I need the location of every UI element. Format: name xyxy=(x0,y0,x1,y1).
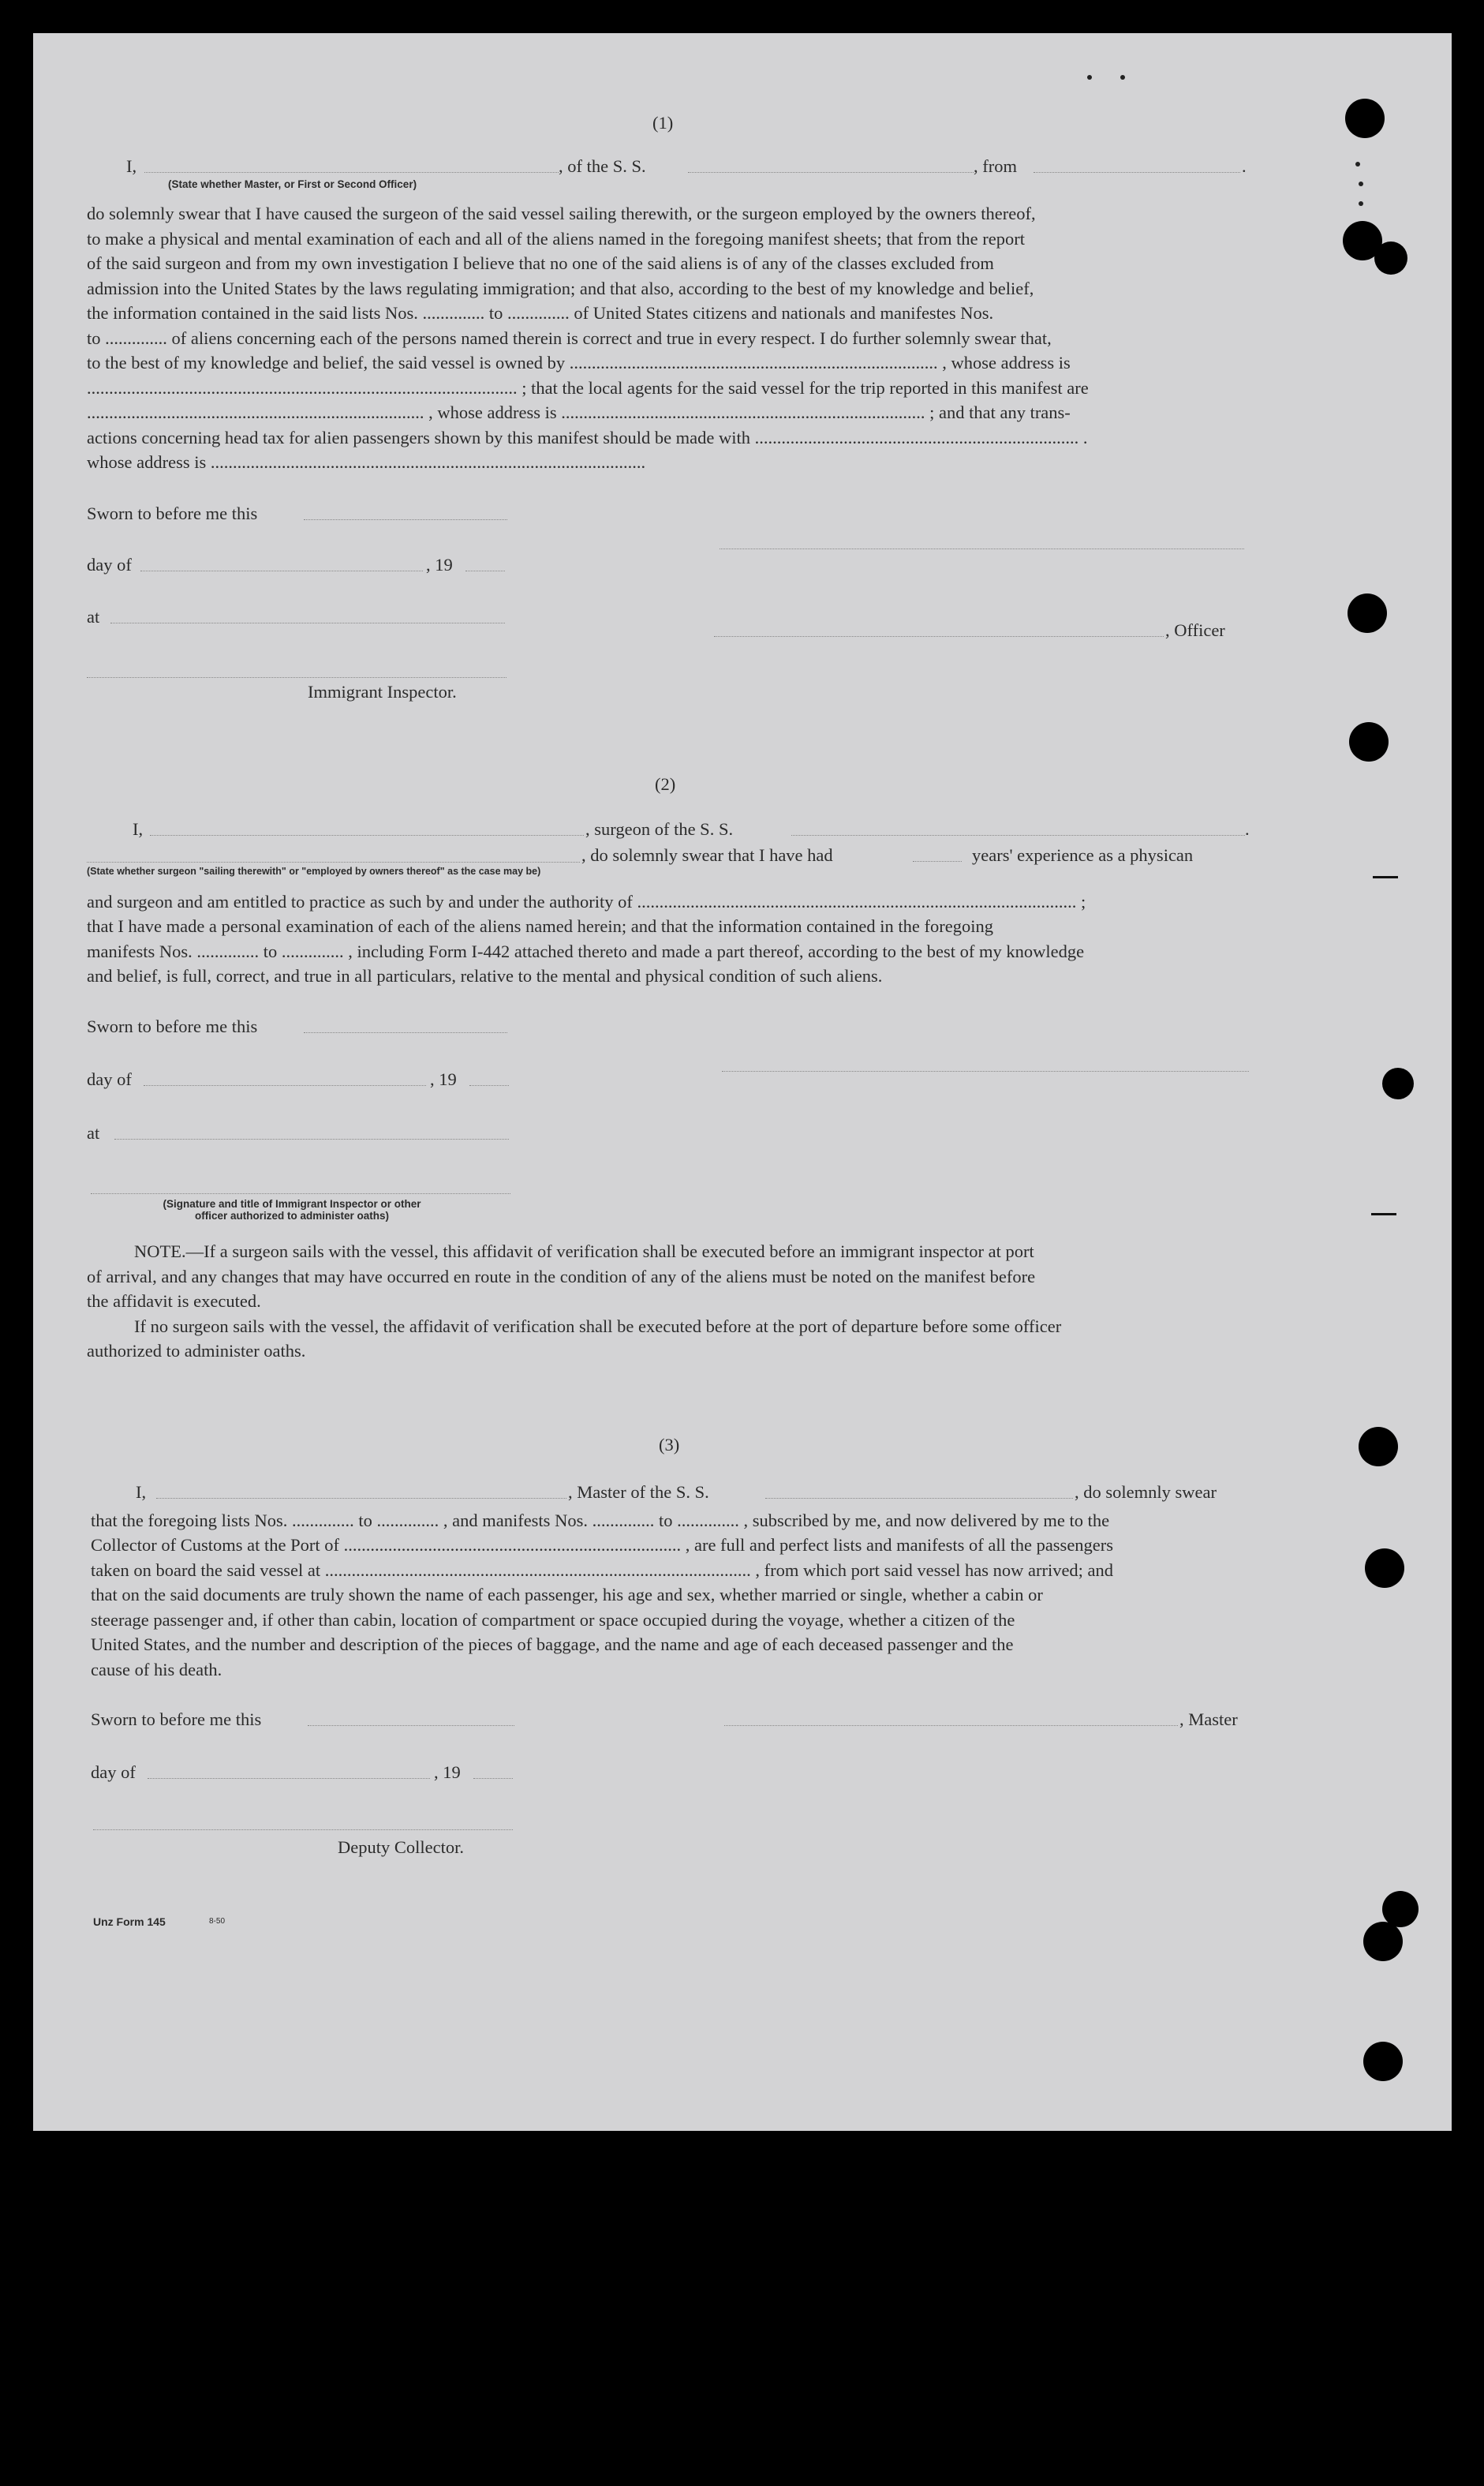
vessel-label: , of the S. S. xyxy=(559,156,646,176)
year-label: , 19 xyxy=(430,1069,457,1089)
edge-mark xyxy=(1120,75,1125,80)
edge-mark xyxy=(1359,182,1363,186)
signature-line xyxy=(87,677,507,678)
signature-line xyxy=(724,1725,1178,1726)
field-note: (State whether surgeon "sailing therewith" or "employed by owners thereof" as the case may be) xyxy=(87,866,541,877)
blank-field xyxy=(688,172,974,173)
blank-field xyxy=(473,1778,513,1779)
at-label: at xyxy=(87,607,100,627)
swear-label: , do solemnly swear xyxy=(1075,1482,1217,1502)
oath-line: whose address is .................................................................................................. xyxy=(87,452,646,472)
blank-field xyxy=(144,1085,426,1086)
surgeon-of-label: , surgeon of the S. S. xyxy=(585,819,734,839)
oath-line: to the best of my knowledge and belief, the said vessel is owned by ................................................................................... , whose address is xyxy=(87,353,1071,373)
form-number: Unz Form 145 xyxy=(93,1915,166,1928)
oath-line: cause of his death. xyxy=(91,1660,222,1679)
oath-opening: I, xyxy=(126,156,137,176)
signature-line xyxy=(714,636,1164,637)
from-label: , from xyxy=(974,156,1017,176)
oath-opening: I, xyxy=(136,1482,147,1502)
form-code: 8-50 xyxy=(209,1917,226,1926)
oath-line: manifests Nos. .............. to .............. , including Form I-442 attached thereto and made a part thereof, according to the best of my knowledge xyxy=(87,942,1085,961)
binder-hole xyxy=(1363,2042,1403,2081)
section-number: (3) xyxy=(659,1435,680,1455)
edge-mark xyxy=(1371,1213,1396,1215)
note-line: authorized to administer oaths. xyxy=(87,1341,306,1361)
blank-field xyxy=(144,172,559,173)
day-of-label: day of xyxy=(91,1762,136,1782)
oath-line: to make a physical and mental examination of each and all of the aliens named in the foregoing manifest sheets; that from the report xyxy=(87,229,1025,249)
blank-field xyxy=(765,1498,1073,1499)
signature-note xyxy=(95,1198,489,1222)
years-label: years' experience as a physican xyxy=(972,845,1194,865)
oath-line: do solemnly swear that I have caused the surgeon of the said vessel sailing therewith, or the surgeon employed by the owners thereof, xyxy=(87,204,1036,223)
oath-line: that the foregoing lists Nos. .............. to .............. , and manifests Nos. .............. to .............. , subscribed by me, and now delivered by me to the xyxy=(91,1511,1110,1530)
signature-line xyxy=(91,1193,510,1194)
blank-field xyxy=(1034,172,1240,173)
binder-hole xyxy=(1382,1068,1414,1099)
blank-field xyxy=(469,1085,509,1086)
officer-label: , Officer xyxy=(1165,620,1225,640)
note-line: of arrival, and any changes that may have occurred en route in the condition of any of the aliens must be noted on the manifest before xyxy=(87,1267,1036,1286)
binder-hole xyxy=(1349,722,1389,762)
edge-mark xyxy=(1373,876,1398,878)
edge-mark xyxy=(1359,201,1363,206)
blank-field xyxy=(156,1498,566,1499)
oath-line: the information contained in the said lists Nos. .............. to .............. of United States citizens and nationals and manifestes Nos. xyxy=(87,303,994,323)
blank-field xyxy=(114,1139,509,1140)
section-number: (2) xyxy=(655,774,676,794)
day-of-label: day of xyxy=(87,1069,132,1089)
blank-field xyxy=(150,835,584,836)
sworn-label: Sworn to before me this xyxy=(87,504,258,523)
note-line: NOTE.—If a surgeon sails with the vessel, this affidavit of verification shall be executed before an immigrant inspector at port xyxy=(134,1241,1034,1261)
blank-field xyxy=(913,861,962,862)
blank-field xyxy=(148,1778,430,1779)
surgeon-end: . xyxy=(1245,819,1250,839)
oath-line: that I have made a personal examination of each of the aliens named herein; and that the information contained in the foregoing xyxy=(87,916,993,936)
blank-field xyxy=(791,835,1245,836)
binder-hole xyxy=(1365,1548,1404,1588)
year-label: , 19 xyxy=(434,1762,461,1782)
sworn-label: Sworn to before me this xyxy=(91,1709,262,1729)
oath-line: and surgeon and am entitled to practice as such by and under the authority of ................................................................................................... ; xyxy=(87,892,1086,912)
note-line: If no surgeon sails with the vessel, the affidavit of verification shall be executed before at the port of departure before some officer xyxy=(134,1316,1062,1336)
blank-field xyxy=(87,862,580,863)
oath-line: steerage passenger and, if other than cabin, location of compartment or space occupied during the voyage, whether a citizen of the xyxy=(91,1610,1015,1630)
blank-field xyxy=(304,1032,507,1033)
deputy-label: Deputy Collector. xyxy=(338,1837,464,1857)
oath-line: and belief, is full, correct, and true in all particulars, relative to the mental and physical condition of such aliens. xyxy=(87,966,883,986)
edge-mark xyxy=(1355,162,1360,167)
blank-field xyxy=(304,519,507,520)
binder-hole xyxy=(1348,593,1387,633)
binder-hole xyxy=(1363,1922,1403,1961)
oath-line: ................................................................................................. ; that the local agents for the said vessel for the trip reported in this manifest are xyxy=(87,378,1089,398)
signature-line xyxy=(93,1829,513,1830)
master-of-label: , Master of the S. S. xyxy=(568,1482,709,1502)
oath-opening: I, xyxy=(133,819,144,839)
at-label: at xyxy=(87,1123,100,1143)
signature-note-line: (Signature and title of Immigrant Inspector or other xyxy=(163,1198,421,1210)
sworn-label: Sworn to before me this xyxy=(87,1016,258,1036)
oath-line: United States, and the number and description of the pieces of baggage, and the name and age of each deceased passenger and the xyxy=(91,1634,1014,1654)
from-end: . xyxy=(1242,156,1247,176)
binder-hole xyxy=(1374,241,1407,275)
oath-line: to .............. of aliens concerning each of the persons named therein is correct and true in every respect. I do further solemnly swear that, xyxy=(87,328,1052,348)
field-note: (State whether Master, or First or Second Officer) xyxy=(168,178,417,190)
oath-line: that on the said documents are truly shown the name of each passenger, his age and sex, whether married or single, whether a cabin or xyxy=(91,1585,1043,1604)
swear-label: , do solemnly swear that I have had xyxy=(581,845,833,865)
edge-mark xyxy=(1087,75,1092,80)
oath-line: actions concerning head tax for alien passengers shown by this manifest should be made with ......................................................................... . xyxy=(87,428,1088,447)
oath-line: Collector of Customs at the Port of ............................................................................ , are full and perfect lists and manifests of all the passengers xyxy=(91,1535,1114,1555)
signature-line xyxy=(722,1071,1249,1072)
blank-field xyxy=(308,1725,514,1726)
inspector-label: Immigrant Inspector. xyxy=(308,682,457,702)
oath-line: admission into the United States by the laws regulating immigration; and that also, according to the best of my knowledge and belief, xyxy=(87,279,1034,298)
oath-line: taken on board the said vessel at ................................................................................................ , from which port said vessel has now arrived; and xyxy=(91,1560,1114,1580)
signature-note-line: officer authorized to administer oaths) xyxy=(194,1210,390,1222)
signature-line xyxy=(720,548,1244,549)
day-of-label: day of xyxy=(87,555,132,575)
oath-line: of the said surgeon and from my own investigation I believe that no one of the said aliens is of any of the classes excluded from xyxy=(87,253,994,273)
master-label: , Master xyxy=(1179,1709,1238,1729)
year-label: , 19 xyxy=(426,555,453,575)
binder-hole xyxy=(1345,99,1385,138)
note-line: the affidavit is executed. xyxy=(87,1291,261,1311)
oath-line: ............................................................................ , whose address is .................................................................................. ; and that any trans- xyxy=(87,402,1071,422)
section-number: (1) xyxy=(652,113,674,133)
binder-hole xyxy=(1359,1427,1398,1466)
